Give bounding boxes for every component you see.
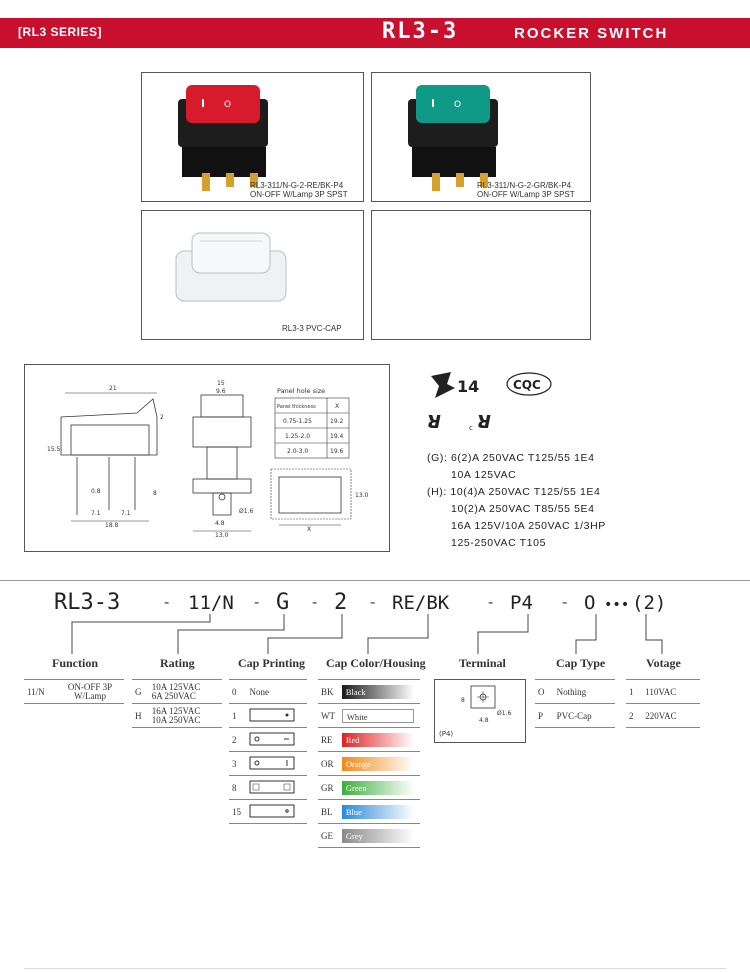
code-dash: - [254, 594, 260, 611]
spec-line-2: 10A 125VAC [451, 469, 517, 481]
table-row [318, 728, 420, 752]
dim-4-8: 4.8 [215, 520, 225, 527]
color-swatch: Orange [342, 757, 414, 771]
product-2-model: RL3-311/N-G-2-GR/BK-P4 [477, 181, 572, 190]
votage-table [626, 679, 700, 728]
code-dash: - [312, 594, 318, 611]
table-row [318, 680, 420, 704]
panel-header-x: X [335, 403, 340, 410]
ur-icon: ꓤ [477, 412, 491, 433]
model-title: RL3-3 [382, 19, 459, 44]
dim-dia-1-6: Ø1.6 [239, 508, 254, 515]
dim-0-8: 0.8 [91, 488, 101, 495]
code-dash: - [488, 594, 494, 611]
enec-icon [431, 372, 455, 398]
technical-drawing [24, 364, 390, 552]
terminal-box [434, 679, 526, 743]
red-lens [186, 85, 260, 123]
code-series: RL3-3 [54, 590, 121, 615]
color-code: WT [318, 704, 339, 728]
rating-code-h: H [132, 704, 149, 728]
table-row [318, 776, 420, 800]
code-dash: - [164, 594, 170, 611]
dim-13-0: 13.0 [215, 532, 229, 539]
printing-o-bar-icon [249, 756, 295, 770]
spec-line-6: 125-250VAC T105 [451, 537, 547, 549]
code-connector-lines [0, 612, 750, 656]
code-dots: ••• [604, 597, 630, 613]
color-code: BK [318, 680, 339, 704]
table-row [318, 800, 420, 824]
product-photo-green [371, 72, 591, 202]
printing-code: 1 [229, 704, 246, 728]
table-row [229, 704, 307, 728]
panel-row-2-thickness: 1.25-2.0 [285, 433, 311, 440]
table-row [229, 680, 307, 704]
dim-15: 15 [217, 380, 225, 387]
cap-printing-table [229, 679, 307, 824]
table-row [535, 704, 615, 728]
dim-9-6: 9.6 [216, 388, 226, 395]
dim-15-5: 15.5 [47, 446, 61, 453]
code-dash: - [370, 594, 376, 611]
cap-type-code: P [535, 704, 554, 728]
function-heading: Function [52, 656, 99, 670]
function-desc-1: ON-OFF 3P [67, 681, 113, 692]
table-row [132, 704, 222, 728]
pvc-cap-image [142, 211, 363, 339]
panel-hole-title: Panel hole size [277, 387, 326, 395]
color-code: BL [318, 800, 339, 824]
spec-line-4: 10(2)A 250VAC T85/55 5E4 [451, 503, 595, 515]
code-rating: G [276, 590, 290, 615]
product-1-desc: ON-OFF W/Lamp 3P SPST [250, 190, 348, 199]
printing-code: 0 [229, 680, 246, 704]
dim-7-1a: 7.1 [91, 510, 101, 517]
spec-line-1: (G): 6(2)A 250VAC T125/55 1E4 [427, 452, 595, 464]
rating-code-g: G [132, 680, 149, 704]
votage-heading: Votage [646, 656, 681, 670]
votage-value: 220VAC [642, 704, 700, 728]
function-code: 11/N [24, 680, 56, 704]
printing-code: 3 [229, 752, 246, 776]
dim-18-8: 18.8 [105, 522, 119, 529]
panel-row-2-x: 19.4 [330, 433, 344, 440]
cap-type-name: Nothing [554, 680, 615, 704]
cap-color-heading: Cap Color/Housing [326, 656, 426, 670]
rating-g-2: 6A 250VAC [151, 690, 196, 701]
svg-text:O: O [454, 100, 462, 110]
empty-photo-box [371, 210, 591, 340]
color-code: OR [318, 752, 339, 776]
cap-type-heading: Cap Type [556, 656, 606, 670]
panel-row-3-thickness: 2.0-3.0 [287, 448, 309, 455]
dim-2: 2 [160, 414, 164, 421]
code-printing: 2 [334, 590, 348, 615]
series-label: [RL3 SERIES] [18, 25, 103, 39]
code-cap-type: O [584, 592, 596, 614]
terminal-dim-8: 8 [461, 697, 465, 704]
color-code: RE [318, 728, 339, 752]
divider [0, 580, 750, 581]
votage-code: 2 [626, 704, 642, 728]
cap-type-code: O [535, 680, 554, 704]
function-desc-2: W/Lamp [74, 690, 106, 701]
dim-x: X [307, 526, 312, 533]
printing-none: None [246, 680, 307, 704]
cap-printing-heading: Cap Printing [238, 656, 306, 670]
rating-h-2: 10A 250VAC [151, 714, 201, 725]
enec-number: 14 [457, 377, 480, 396]
panel-row-1-thickness: 0.75-1.25 [283, 418, 312, 425]
color-swatch: Grey [342, 829, 414, 843]
spec-line-5: 16A 125V/10A 250VAC 1/3HP [451, 520, 606, 532]
function-table [24, 679, 124, 704]
votage-code: 1 [626, 680, 642, 704]
terminal-heading: Terminal [459, 656, 506, 670]
ul-icon: ꓤ [427, 412, 441, 433]
rating-heading: Rating [160, 656, 195, 670]
dim-8: 8 [153, 490, 157, 497]
table-row [318, 752, 420, 776]
printing-o-dash-icon [249, 732, 295, 746]
cqc-mark: CQC [513, 378, 541, 392]
color-swatch: Blue [342, 805, 414, 819]
terminal-p4-drawing [435, 680, 525, 742]
cap-type-table [535, 679, 615, 728]
panel-row-3-x: 19.6 [330, 448, 344, 455]
table-row [318, 824, 420, 848]
table-row [626, 680, 700, 704]
table-row [229, 800, 307, 824]
code-function: 11/N [188, 592, 234, 614]
svg-text:O: O [224, 100, 232, 110]
table-row [132, 680, 222, 704]
product-photo-red [141, 72, 364, 202]
bottom-rule [24, 968, 726, 969]
table-row [229, 776, 307, 800]
color-code: GR [318, 776, 339, 800]
code-dash: - [562, 594, 568, 611]
table-row [318, 704, 420, 728]
title-block [370, 18, 750, 48]
printing-on-off-icon [249, 780, 295, 794]
printing-dot-icon [249, 708, 295, 722]
color-swatch: White [342, 709, 414, 723]
header-bar [0, 18, 750, 48]
product-3-label: RL3-3 PVC-CAP [282, 324, 342, 333]
color-code: GE [318, 824, 339, 848]
printing-small-dot-icon [249, 804, 295, 818]
color-swatch: Green [342, 781, 414, 795]
cert-marks [425, 370, 565, 440]
dim-7-1b: 7.1 [121, 510, 131, 517]
color-swatch: Red [342, 733, 414, 747]
cap-type-name: PVC-Cap [554, 704, 615, 728]
table-row [229, 728, 307, 752]
cul-mark: c [469, 424, 473, 432]
product-1-model: RL3-311/N-G-2-RE/BK-P4 [250, 181, 344, 190]
table-row [626, 704, 700, 728]
code-voltage: (2) [632, 592, 667, 614]
certification-logos [425, 370, 565, 445]
product-2-desc: ON-OFF W/Lamp 3P SPST [477, 190, 575, 199]
code-terminal: P4 [510, 592, 533, 614]
rating-g-1: 10A 125VAC [151, 681, 201, 692]
color-swatch: Black [342, 685, 414, 699]
table-row [24, 680, 124, 704]
table-row [535, 680, 615, 704]
panel-header-thickness: Panel thickness [277, 404, 316, 410]
rating-table [132, 679, 222, 728]
dim-13-0-v: 13.0 [355, 492, 369, 499]
terminal-dim-4-8: 4.8 [479, 717, 489, 724]
printing-code: 8 [229, 776, 246, 800]
cap-color-table [318, 679, 420, 848]
spec-line-3: (H): 10(4)A 250VAC T125/55 1E4 [427, 486, 601, 498]
dim-21: 21 [109, 385, 117, 392]
printing-code: 2 [229, 728, 246, 752]
terminal-label: (P4) [439, 730, 454, 738]
votage-value: 110VAC [642, 680, 700, 704]
panel-row-1-x: 19.2 [330, 418, 344, 425]
rating-h-1: 16A 125VAC [151, 705, 201, 716]
product-photo-cap [141, 210, 364, 340]
table-row [229, 752, 307, 776]
dimension-drawing [25, 365, 389, 551]
printing-code: 15 [229, 800, 246, 824]
code-color: RE/BK [392, 592, 450, 614]
terminal-dim-1-6: Ø1.6 [497, 710, 512, 717]
product-type: ROCKER SWITCH [514, 25, 669, 42]
